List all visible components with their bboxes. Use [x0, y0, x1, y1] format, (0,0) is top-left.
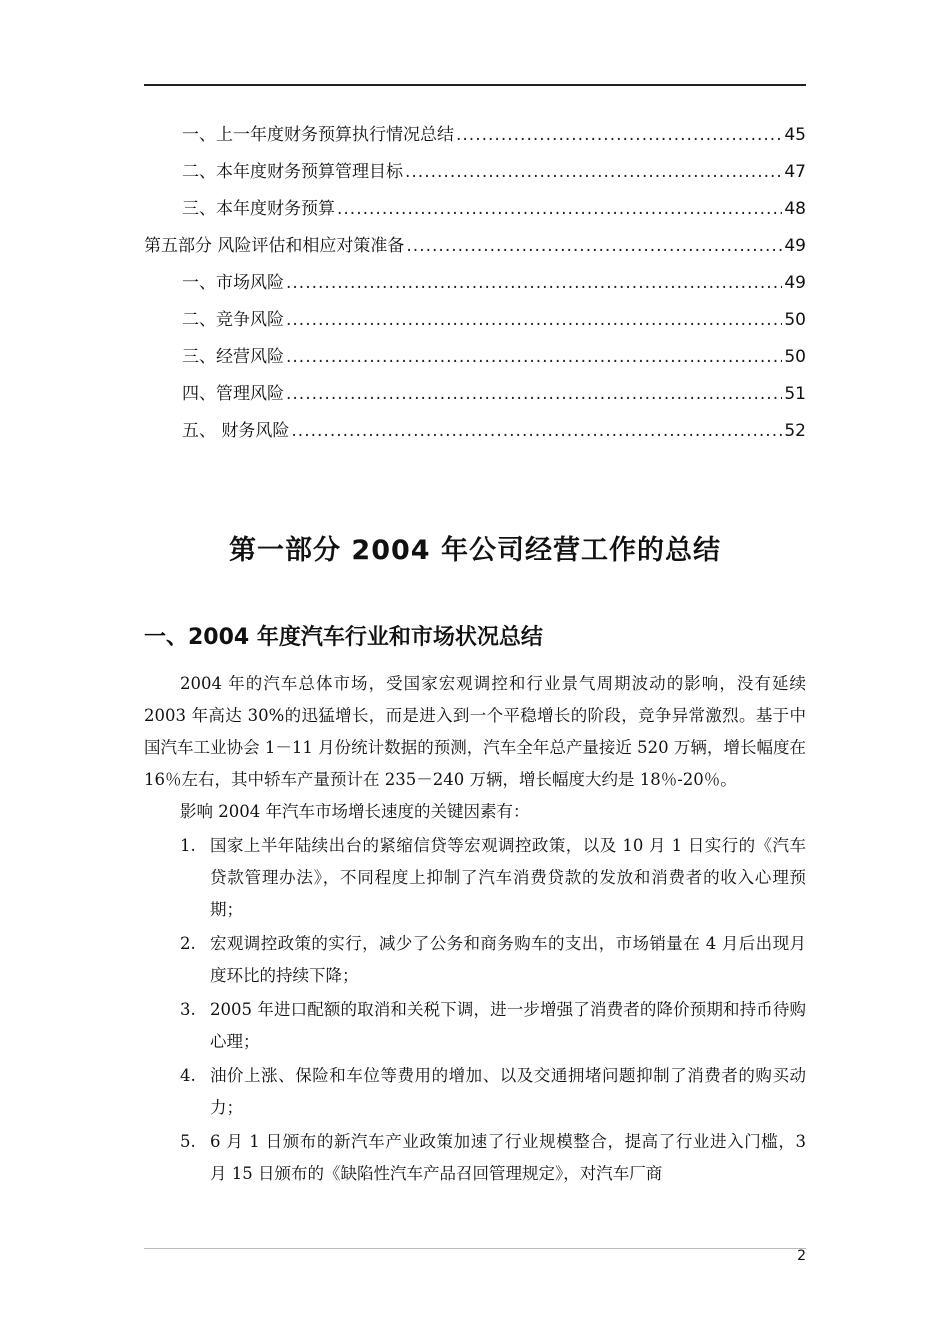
list-item-text: 6 月 1 日颁布的新汽车产业政策加速了行业规模整合，提高了行业进入门槛，3 月 15 日颁布的《缺陷性汽车产品召回管理规定》，对汽车厂商: [210, 1132, 806, 1183]
list-item: [180, 928, 806, 992]
toc-entry-label: 一、上一年度财务预算执行情况总结: [182, 125, 454, 145]
toc-entry[interactable]: [144, 379, 806, 416]
list-item: [180, 1060, 806, 1124]
part-title: 第一部分 2004 年公司经营工作的总结: [229, 535, 721, 566]
toc-entry-page: 52: [784, 421, 806, 441]
list-item-text: 国家上半年陆续出台的紧缩信贷等宏观调控政策，以及 10 月 1 日实行的《汽车贷款管理办法》，不同程度上抑制了汽车消费贷款的发放和消费者的收入心理预期；: [210, 836, 806, 919]
toc-leader-dots: [286, 310, 782, 330]
toc-entry-page: 49: [784, 236, 806, 256]
toc-entry-label: 四、管理风险: [182, 384, 284, 404]
list-item-number: 2.: [180, 934, 196, 953]
toc-leader-dots: [406, 236, 782, 256]
toc-entry-page: 49: [784, 273, 806, 293]
list-item: [180, 994, 806, 1058]
toc-leader-dots: [337, 199, 782, 219]
factors-list: [144, 830, 806, 1190]
toc-entry[interactable]: [144, 231, 806, 268]
list-item-text: 油价上涨、保险和车位等费用的增加、以及交通拥堵问题抑制了消费者的购买动力；: [210, 1066, 806, 1117]
toc-entry-label: 五、 财务风险: [182, 421, 290, 441]
footer-rule: [144, 1248, 806, 1249]
toc-leader-dots: [286, 384, 782, 404]
toc-entry-page: 51: [784, 384, 806, 404]
toc-entry[interactable]: [144, 342, 806, 379]
toc-leader-dots: [291, 421, 782, 441]
toc-entry-page: 50: [784, 347, 806, 367]
toc-entry[interactable]: [144, 194, 806, 231]
list-item-number: 4.: [180, 1066, 196, 1085]
list-item-number: 5.: [180, 1132, 196, 1151]
table-of-contents: [144, 120, 806, 453]
list-item-number: 1.: [180, 836, 196, 855]
toc-entry[interactable]: [144, 268, 806, 305]
toc-entry[interactable]: [144, 305, 806, 342]
list-item-text: 宏观调控政策的实行，减少了公务和商务购车的支出，市场销量在 4 月后出现月度环比的持续下降；: [210, 934, 806, 985]
list-item-text: 2005 年进口配额的取消和关税下调，进一步增强了消费者的降价预期和持币待购心理；: [210, 1000, 806, 1051]
toc-entry[interactable]: [144, 416, 806, 453]
toc-entry-page: 48: [784, 199, 806, 219]
toc-leader-dots: [286, 347, 782, 367]
toc-entry[interactable]: [144, 120, 806, 157]
page-number: 2: [797, 1248, 806, 1264]
toc-entry-page: 47: [784, 162, 806, 182]
body-paragraph: 2004 年的汽车总体市场，受国家宏观调控和行业景气周期波动的影响，没有延续 2003 年高达 30%的迅猛增长，而是进入到一个平稳增长的阶段，竞争异常激烈。基于中国汽车工业协会 1－11 月份统计数据的预测，汽车全年总产量接近 520 万辆，增长幅度在 16％左右，其中轿车产量预计在 235－240 万辆，增长幅度大约是 18％-20％。: [144, 674, 806, 789]
toc-entry-label: 一、市场风险: [182, 273, 284, 293]
toc-leader-dots: [405, 162, 782, 182]
list-item: [180, 830, 806, 926]
toc-entry-label: 第五部分 风险评估和相应对策准备: [144, 236, 405, 256]
toc-entry-label: 二、竞争风险: [182, 310, 284, 330]
list-item: [180, 1126, 806, 1190]
toc-entry-page: 45: [784, 125, 806, 145]
toc-entry-page: 50: [784, 310, 806, 330]
toc-leader-dots: [456, 125, 782, 145]
toc-entry-label: 三、本年度财务预算: [182, 199, 335, 219]
body-text: [144, 668, 806, 1190]
toc-entry-label: 二、本年度财务预算管理目标: [182, 162, 403, 182]
list-item-number: 3.: [180, 1000, 196, 1019]
section-heading: 一、2004 年度汽车行业和市场状况总结: [144, 625, 543, 650]
factors-intro: 影响 2004 年汽车市场增长速度的关键因素有：: [180, 802, 530, 821]
toc-entry-label: 三、经营风险: [182, 347, 284, 367]
toc-leader-dots: [286, 273, 782, 293]
header-rule: [144, 84, 806, 86]
toc-entry[interactable]: [144, 157, 806, 194]
